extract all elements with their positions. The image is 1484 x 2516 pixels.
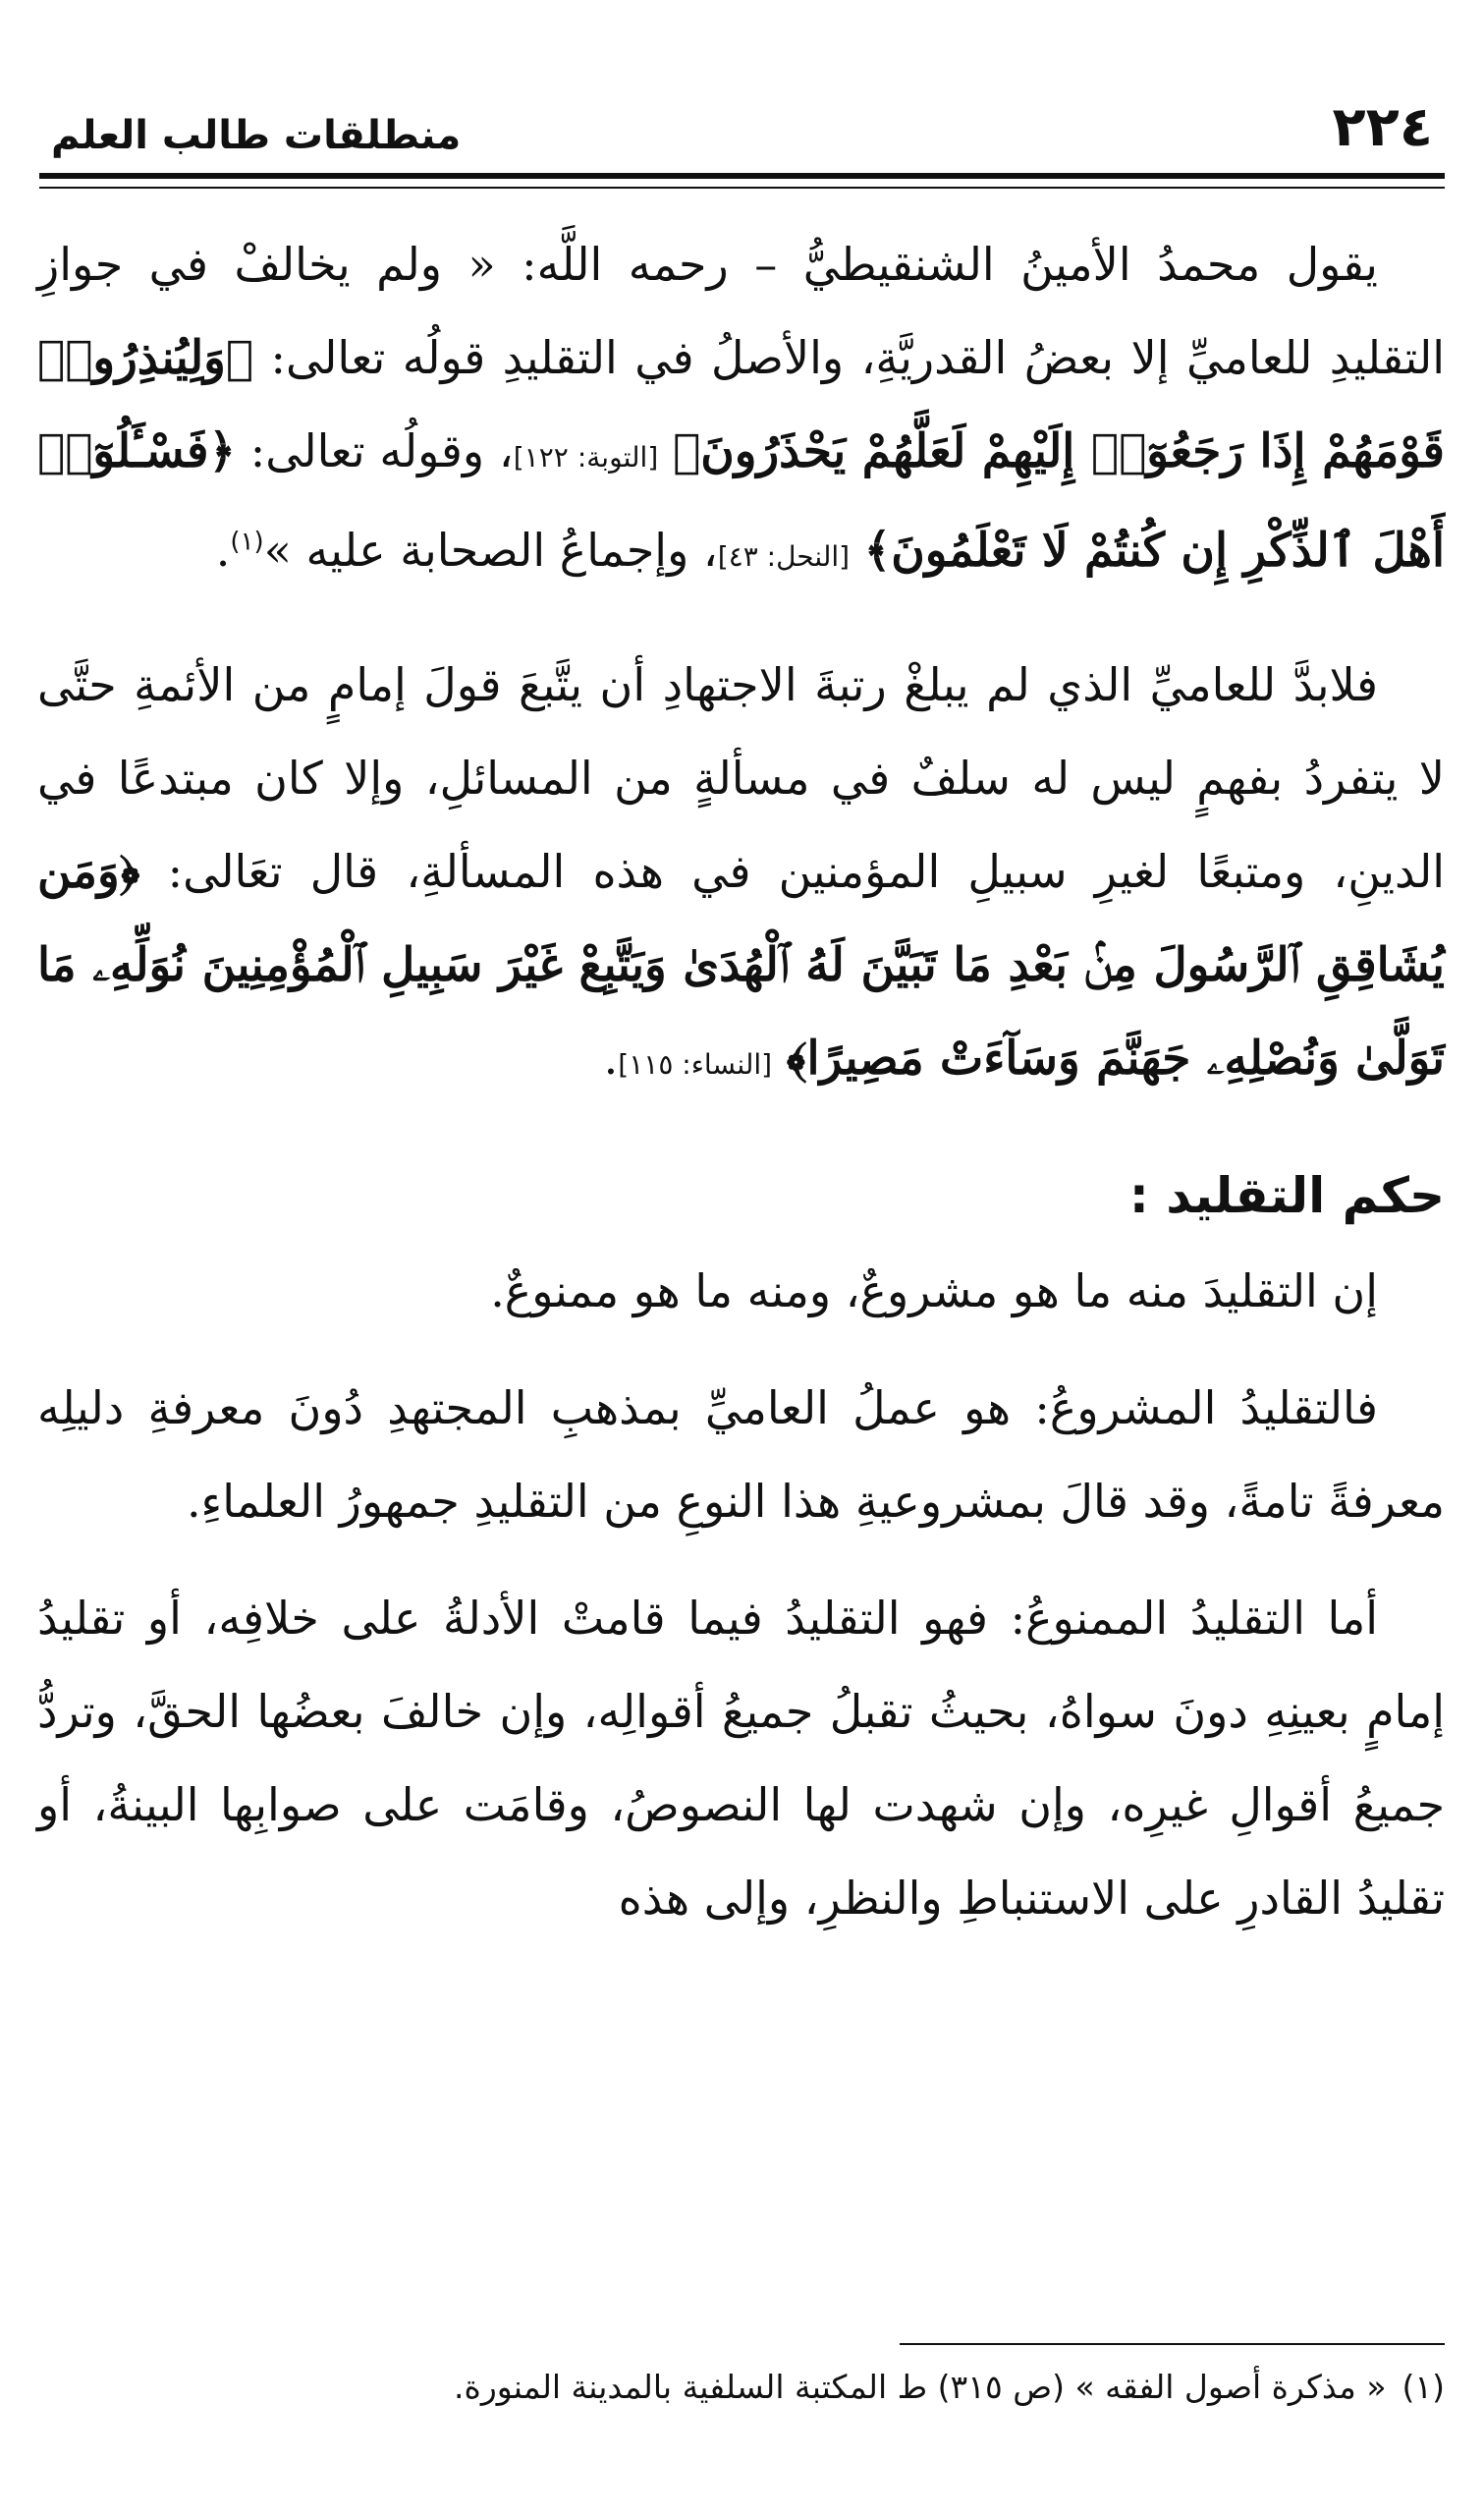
text-run: . (603, 1032, 619, 1085)
paragraph-forbidden-taqlid: أما التقليدُ الممنوعُ: فهو التقليدُ فيما قامتْ الأدلةُ على خلافِه، أو تقليدُ إمامٍ بعينِهِ دونَ سواهُ، بحيثُ تقبلُ جميعُ أقوالِه، وإن خالفَ بعضُها الحقَّ، وتردُّ جميعُ أقوالِ غيرِه، وإن شهدت لها النصوصُ، وقامَت على صوابِها البينةُ، أو تقليدُ القادرِ على الاستنباطِ والنظرِ، وإلى هذه (37, 1592, 1445, 1925)
paragraph-layman-follow (37, 639, 1445, 1111)
footnote-number: (١) (1402, 2368, 1445, 2406)
paragraph-taqlid-types: إن التقليدَ منه ما هو مشروعٌ، ومنه ما هو ممنوعٌ. (490, 1264, 1378, 1317)
quran-verse-nisa: ﴿وَمَن يُشَاقِقِ ٱلرَّسُولَ مِنۢ بَعْدِ مَا تَبَيَّنَ لَهُ ٱلْهُدَىٰ وَيَتَّبِعْ غَيْرَ سَبِيلِ ٱلْمُؤْمِنِينَ نُوَلِّهِۦ مَا تَوَلَّىٰ وَنُصْلِهِۦ جَهَنَّمَ وَسَآءَتْ مَصِيرًا﴾ (37, 845, 1445, 1086)
text-run: ، وإجماعُ الصحابة عليه » (263, 524, 718, 577)
verse-reference-tawbah: [التوبة: ١٢٢] (513, 441, 659, 474)
page-number: ٢٢٤ (1332, 95, 1433, 159)
verse-reference-nisa: [النساء: ١١٥] (618, 1048, 773, 1081)
verse-reference-nahl: [النحل: ٤٣] (717, 540, 851, 573)
section-heading: حكم التقليد : (1128, 1167, 1445, 1224)
text-run: . (215, 524, 231, 577)
page-header (51, 77, 1433, 159)
text-run: ، وقولُه تعالى: (235, 424, 514, 477)
text-run: فلابدَّ للعاميِّ الذي لم يبلغْ رتبةَ الاجتهادِ أن يتَّبعَ قولَ إمامٍ من الأئمةِ حتَّى لا يتفردُ بفهمٍ ليس له سلفٌ في مسألةٍ من المسائلِ، وإلا كان مبتدعًا في الدينِ، ومتبعًا لغيرِ سبيلِ المؤمنين في هذه المسألةِ، قال تعَالى: (37, 658, 1445, 898)
running-title: منطلقات طالب العلم (51, 113, 462, 158)
text-run: يقول محمدُ الأمينُ الشنقيطيُّ – رحمه اللَّه: « ولم يخالفْ في جوازِ التقليدِ للعاميِّ إلا بعضُ القدريَّةِ، والأصلُ في التقليدِ قولُه تعالى: (37, 238, 1445, 384)
footnote-marker: (١) (230, 527, 264, 557)
footnote-text: « مذكرة أصول الفقه » (ص ٣١٥) ط المكتبة السلفية بالمدينة المنورة. (454, 2368, 1387, 2406)
paragraph-shinqiti-quote (37, 218, 1445, 603)
quran-verse-nahl: ﴿فَسْـَٔلُوٓا۟ أَهْلَ ٱلذِّكْرِ إِن كُنتُمْ لَا تَعْلَمُونَ﴾ (37, 424, 1445, 578)
header-rule-thin (39, 187, 1445, 189)
footnote-rule (900, 2343, 1445, 2345)
paragraph-lawful-taqlid: فالتقليدُ المشروعُ: هو عملُ العاميِّ بمذهبِ المجتهدِ دُونَ معرفةِ دليلِه معرفةً تامةً، وقد قالَ بمشروعيةِ هذا النوعِ من التقليدِ جمهورُ العلماءِ. (37, 1381, 1445, 1528)
body-text (37, 218, 1445, 1945)
footnote (39, 2363, 1445, 2412)
header-rule-thick (39, 173, 1445, 179)
quran-verse-tawbah: ﴿وَلِيُنذِرُوا۟ قَوْمَهُمْ إِذَا رَجَعُوٓا۟ إِلَيْهِمْ لَعَلَّهُمْ يَحْذَرُونَ﴾ (37, 331, 1445, 478)
